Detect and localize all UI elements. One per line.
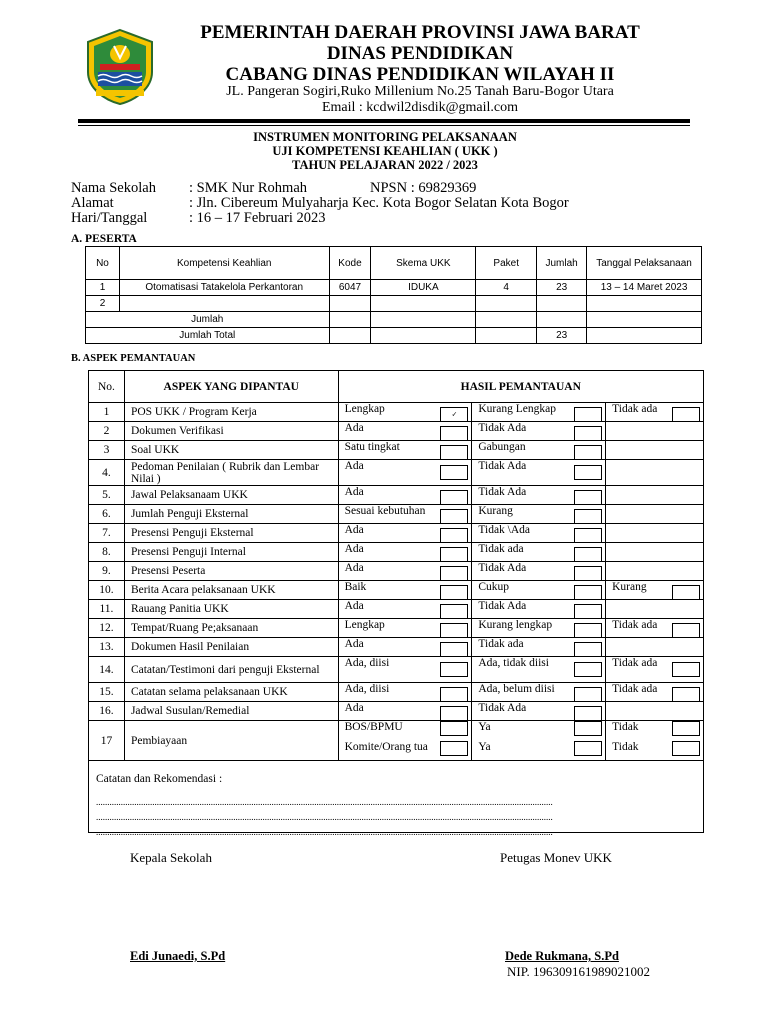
cell: 2 [86,296,120,312]
opt-cell [472,683,606,702]
row-no: 5. [89,486,125,505]
row-no: 9. [89,562,125,581]
opt-label: Ada [344,562,364,574]
row-aspek: Pedoman Penilaian ( Rubrik dan Lembar Nilai ) [124,460,338,486]
opt-cell [472,638,606,657]
checkbox[interactable] [440,465,468,480]
row-aspek: Presensi Penguji Internal [124,543,338,562]
row-no: 12. [89,619,125,638]
col-hasil: HASIL PEMANTAUAN [338,371,703,403]
header-line-2: DINAS PENDIDIKAN [326,43,514,64]
col-aspek: ASPEK YANG DIPANTAU [124,371,338,403]
opt-cell [606,505,704,524]
opt-cell [338,740,472,761]
petugas-nip: NIP. 196309161989021002 [507,964,651,979]
opt-label: Ada, diisi [344,657,390,669]
opt-cell [606,581,704,600]
row-no: 8. [89,543,125,562]
opt-label: Ada [344,486,364,498]
opt-label: Lengkap [344,403,385,415]
doc-title-2: UJI KOMPETENSI KEAHLIAN ( UKK ) [272,144,498,158]
checkbox[interactable] [574,642,602,657]
alamat-label: Alamat [71,195,114,211]
header-line-3: CABANG DINAS PENDIDIKAN WILAYAH II [225,64,615,85]
opt-label: Tidak ada [612,657,658,669]
kepala-sekolah-name: Edi Junaedi, S.Pd [130,949,226,963]
checkbox[interactable] [574,547,602,562]
opt-label: Sesuai kebutuhan [344,505,426,517]
row-aspek: Tempat/Ruang Pe;aksanaan [124,619,338,638]
row-no: 4. [89,460,125,486]
opt-label: Kurang [612,581,647,593]
row-aspek: Presensi Peserta [124,562,338,581]
table-row [89,422,704,441]
opt-cell [606,683,704,702]
checkbox[interactable] [574,585,602,600]
row-no: 10. [89,581,125,600]
opt-label: Cukup [478,581,510,593]
section-b-heading: B. ASPEK PEMANTAUAN [71,353,196,364]
opt-label: Tidak ada [612,683,658,695]
row-aspek: Dokumen Verifikasi [124,422,338,441]
checkbox[interactable] [672,623,700,638]
col-paket: Paket [476,247,537,280]
row-no: 1 [89,403,125,422]
row-aspek: Berita Acara pelaksanaan UKK [124,581,338,600]
checkbox[interactable] [574,445,602,460]
opt-cell [338,638,472,657]
opt-label: Ada [344,600,364,612]
header-email: Email : kcdwil2disdik@gmail.com [321,100,519,115]
opt-cell [606,619,704,638]
opt-cell [338,524,472,543]
row-aspek: Pembiayaan [124,721,338,761]
peserta-table [85,246,702,344]
col-skema: Skema UKK [371,247,476,280]
opt-cell [472,486,606,505]
opt-cell [338,619,472,638]
opt-cell [606,403,704,422]
checkbox[interactable] [574,566,602,581]
row-aspek: Jadwal Susulan/Remedial [124,702,338,721]
checkbox[interactable] [574,706,602,721]
opt-label: Tidak ada [478,638,524,650]
table-row [89,543,704,562]
opt-label: Ada [344,702,364,714]
opt-label: Tidak [612,740,639,753]
pemantauan-table [88,370,704,833]
opt-label: Satu tingkat [344,441,400,453]
checkbox[interactable] [672,407,700,422]
checkbox[interactable] [672,741,700,756]
header-address: JL. Pangeran Sogiri,Ruko Millenium No.25 Tanah Baru-Bogor Utara [226,84,614,99]
notes-line-3[interactable]: ........................................................................................................................................................................................................... [96,827,553,837]
checkbox[interactable] [574,407,602,422]
opt-label: Kurang lengkap [478,619,553,631]
checkbox[interactable] [574,623,602,638]
opt-label: Tidak Ada [478,702,527,714]
row-aspek: Soal UKK [124,441,338,460]
table-row [89,721,704,740]
cell: 6047 [329,280,371,296]
col-jumlah: Jumlah [537,247,587,280]
opt-cell [472,600,606,619]
checkbox[interactable] [440,642,468,657]
opt-cell [472,403,606,422]
table-row [86,280,702,296]
table-row [89,403,704,422]
opt-cell [472,702,606,721]
checkbox[interactable] [440,547,468,562]
notes-label: Catatan dan Rekomendasi : [96,773,223,785]
opt-cell [472,581,606,600]
notes-line-1[interactable]: ........................................................................................................................................................................................................... [96,797,553,807]
opt-label: Kurang Lengkap [478,403,556,415]
opt-label: Ya [478,740,491,753]
checkbox[interactable] [440,662,468,677]
row-no: 14. [89,657,125,683]
pemantauan-header-row [89,371,704,403]
table-row [89,619,704,638]
doc-title-1: INSTRUMEN MONITORING PELAKSANAAN [253,130,517,144]
opt-label: Tidak ada [612,619,658,631]
doc-title-3: TAHUN PELAJARAN 2022 / 2023 [292,158,478,172]
opt-label: Tidak \Ada [478,524,531,536]
opt-label: Ada [344,460,364,472]
row-aspek: Catatan selama pelaksanaan UKK [124,683,338,702]
row-aspek: Presensi Penguji Eksternal [124,524,338,543]
opt-cell [338,505,472,524]
hari-label: Hari/Tanggal [71,210,148,226]
checkbox[interactable] [574,687,602,702]
row-aspek: Jumlah Penguji Eksternal [124,505,338,524]
opt-cell [606,543,704,562]
checkbox[interactable] [440,509,468,524]
col-no: No. [89,371,125,403]
opt-label: Ada [344,638,364,650]
opt-label: Ada, tidak diisi [478,657,549,669]
row-no: 6. [89,505,125,524]
checkbox[interactable] [574,741,602,756]
opt-cell [606,740,704,761]
table-row [89,486,704,505]
hari-value: : 16 – 17 Februari 2023 [189,210,326,226]
cell: 4 [476,280,537,296]
row-no: 16. [89,702,125,721]
opt-cell [606,600,704,619]
jumlah-total-label: Jumlah Total [86,328,330,344]
opt-cell [606,486,704,505]
opt-label: Tidak Ada [478,600,527,612]
checkbox[interactable] [440,490,468,505]
checkbox[interactable] [574,721,602,736]
opt-cell [606,441,704,460]
opt-cell [606,422,704,441]
jumlah-total-row [86,328,702,344]
cell: 13 – 14 Maret 2023 [587,280,702,296]
opt-cell [338,683,472,702]
table-row [89,581,704,600]
npsn-value: NPSN : 69829369 [370,180,477,196]
nama-sekolah-label: Nama Sekolah [71,180,156,196]
peserta-header-row [86,247,702,280]
header-divider-thin [78,125,690,126]
checkbox[interactable] [672,585,700,600]
checkbox[interactable] [440,687,468,702]
checkbox[interactable] [574,662,602,677]
table-row [89,524,704,543]
checkbox[interactable] [440,407,468,422]
jumlah-row [86,312,702,328]
opt-label: Ada, diisi [344,683,390,695]
opt-cell [606,460,704,486]
opt-cell [338,486,472,505]
header-line-1: PEMERINTAH DAERAH PROVINSI JAWA BARAT [200,22,640,43]
opt-cell [606,702,704,721]
opt-label: Ada, belum diisi [478,683,555,695]
opt-cell [472,524,606,543]
opt-label: Kurang [478,505,513,517]
table-row [89,638,704,657]
opt-label: Lengkap [344,619,385,631]
row-no: 11. [89,600,125,619]
nama-sekolah-value: : SMK Nur Rohmah [189,180,308,196]
opt-cell [472,619,606,638]
opt-cell [606,721,704,740]
kepala-sekolah-title: Kepala Sekolah [130,850,212,865]
checkbox[interactable] [672,687,700,702]
section-a-heading: A. PESERTA [71,233,137,245]
checkbox[interactable] [440,426,468,441]
table-row [89,683,704,702]
col-no: No [86,247,120,280]
col-kompetensi: Kompetensi Keahlian [119,247,329,280]
checkbox[interactable] [574,528,602,543]
petugas-title: Petugas Monev UKK [500,850,612,865]
opt-cell [472,422,606,441]
header-divider [78,119,690,123]
opt-label: Ada [344,422,364,434]
checkbox[interactable] [574,604,602,619]
col-kode: Kode [329,247,371,280]
col-tanggal: Tanggal Pelaksanaan [587,247,702,280]
opt-cell [472,562,606,581]
checkbox[interactable] [574,426,602,441]
opt-label: Gabungan [478,441,526,453]
opt-cell [606,657,704,683]
cell: 23 [537,280,587,296]
opt-cell [338,460,472,486]
opt-label: Tidak ada [478,543,524,555]
opt-cell [338,422,472,441]
opt-cell [606,562,704,581]
checkbox[interactable] [574,465,602,480]
opt-cell [606,638,704,657]
jumlah-total-value: 23 [537,328,587,344]
row-aspek: Rauang Panitia UKK [124,600,338,619]
checkbox[interactable] [672,662,700,677]
opt-cell [472,441,606,460]
opt-cell [338,702,472,721]
row-no: 15. [89,683,125,702]
opt-cell [472,505,606,524]
opt-label: Tidak ada [612,403,658,415]
checkbox[interactable] [574,509,602,524]
row-no: 17 [89,721,125,761]
opt-cell [338,600,472,619]
opt-cell [472,740,606,761]
alamat-value: : Jln. Cibereum Mulyaharja Kec. Kota Bogor Selatan Kota Bogor [189,195,569,211]
checkbox[interactable] [440,585,468,600]
table-row [86,296,702,312]
table-row [89,460,704,486]
row-no: 13. [89,638,125,657]
checkbox[interactable] [440,445,468,460]
checkbox[interactable] [672,721,700,736]
opt-cell [472,460,606,486]
checkbox[interactable] [440,528,468,543]
table-row [89,505,704,524]
checkbox[interactable] [440,623,468,638]
checkbox[interactable] [440,566,468,581]
row-aspek: POS UKK / Program Kerja [124,403,338,422]
row-no: 2 [89,422,125,441]
row-no: 3 [89,441,125,460]
opt-label: Tidak Ada [478,486,527,498]
jumlah-label: Jumlah [86,312,330,328]
opt-label: Ada [344,543,364,555]
opt-label: Tidak Ada [478,422,527,434]
row-aspek: Jawal Pelaksanaam UKK [124,486,338,505]
cell: Otomatisasi Tatakelola Perkantoran [119,280,329,296]
opt-label: Tidak [612,721,639,733]
row-no: 7. [89,524,125,543]
opt-label: Tidak Ada [478,460,527,472]
opt-cell [338,581,472,600]
table-row [89,600,704,619]
table-row [89,657,704,683]
row-aspek: Catatan/Testimoni dari penguji Eksternal [124,657,338,683]
opt-cell [606,524,704,543]
opt-cell [472,721,606,740]
check-mark: ✓ [451,409,458,418]
table-row [89,441,704,460]
petugas-name: Dede Rukmana, S.Pd [505,949,619,963]
opt-cell [338,441,472,460]
opt-cell [338,562,472,581]
opt-cell [472,543,606,562]
jawa-barat-logo [84,28,156,106]
opt-cell [338,543,472,562]
opt-cell [338,721,472,740]
opt-label: Ada [344,524,364,536]
opt-cell [338,657,472,683]
opt-label: Ya [478,721,491,733]
opt-cell [472,657,606,683]
opt-cell [338,403,472,422]
notes-line-2[interactable]: ........................................................................................................................................................................................................... [96,812,553,822]
opt-label: Baik [344,581,367,593]
table-row [89,702,704,721]
cell: IDUKA [371,280,476,296]
opt-label: BOS/BPMU [344,721,403,733]
checkbox[interactable] [574,490,602,505]
checkbox[interactable] [440,706,468,721]
opt-label: Tidak Ada [478,562,527,574]
table-row [89,562,704,581]
checkbox[interactable] [440,721,468,736]
checkbox[interactable] [440,741,468,756]
checkbox[interactable] [440,604,468,619]
cell: 1 [86,280,120,296]
opt-label: Komite/Orang tua [344,740,428,753]
row-aspek: Dokumen Hasil Penilaian [124,638,338,657]
